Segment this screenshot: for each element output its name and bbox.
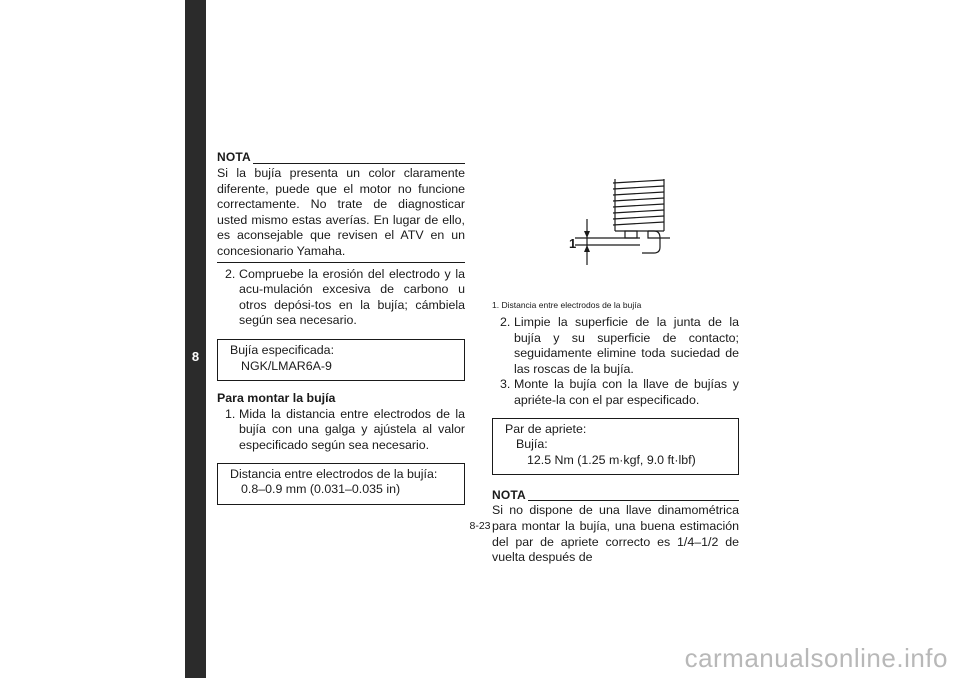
- left-column: [217, 152, 465, 505]
- nota-text: Si la bujía presenta un color claramente diferente, puede que el motor no funcione correctamente. No trate de diagnosticar usted mismo estas averías. En lugar de ello, es aconsejable que revisen el ATV en un concesionario Yamaha.: [217, 166, 465, 258]
- spec-value: NGK/LMAR6A-9: [241, 358, 332, 373]
- nota-label: NOTA: [217, 150, 251, 165]
- spec-label: Distancia entre electrodos de la bujía:: [230, 466, 438, 481]
- step-number: 2.: [225, 266, 236, 281]
- figure-caption: 1. Distancia entre electrodos de la bujía: [492, 300, 642, 310]
- chapter-number: 8: [191, 349, 200, 364]
- spec-label: Bujía especificada:: [230, 342, 335, 357]
- nota-text: Si no dispone de una llave dinamométrica para montar la bujía, una buena estimación del par de apriete correcto es 1/4–1/2 de vuelta después de: [492, 503, 739, 565]
- nota-header: [217, 152, 465, 166]
- nota-header: [492, 489, 739, 503]
- spec-value: 12.5 Nm (1.25 m·kgf, 9.0 ft·lbf): [527, 452, 696, 467]
- section-heading: Para montar la bujía: [217, 391, 336, 406]
- step-text: Compruebe la erosión del electrodo y la acu-mulación excesiva de carbono u otros depósi-tos en la bujía; cámbiela según sea necesario.: [239, 266, 465, 328]
- page-number: 8-23: [469, 520, 491, 532]
- spec-value: 0.8–0.9 mm (0.031–0.035 in): [241, 482, 401, 497]
- step-2: [217, 267, 465, 329]
- step-1: [217, 407, 465, 454]
- step-number: 1.: [225, 406, 236, 421]
- spec-box-electrode-gap: [217, 463, 465, 505]
- watermark: carmanualsonline.info: [684, 643, 948, 673]
- step-text: Limpie la superficie de la junta de la bujía y su superficie de contacto; seguidamente elimine toda suciedad de las roscas de la bujía.: [514, 315, 739, 376]
- figure-callout: 1: [569, 236, 577, 251]
- spec-label: Par de apriete:: [505, 421, 587, 436]
- step-number: 3.: [500, 377, 511, 392]
- step-2: [492, 315, 739, 377]
- nota-rule: [528, 500, 739, 501]
- spec-box-spark-plug: [217, 339, 465, 381]
- step-number: 2.: [500, 315, 511, 329]
- step-text: Mida la distancia entre electrodos de la bujía con una galga y ajústela al valor especificado según sea necesario.: [239, 406, 465, 452]
- spec-box-torque: [492, 418, 739, 476]
- nota-rule: [253, 163, 465, 164]
- step-text: Monte la bujía con la llave de bujías y apriéte-la con el par especificado.: [514, 377, 739, 407]
- chapter-tab: [185, 0, 206, 678]
- spec-sublabel: Bujía:: [516, 437, 548, 452]
- nota-label: NOTA: [492, 487, 526, 502]
- nota-end-rule: [217, 262, 465, 263]
- step-3: [492, 377, 739, 408]
- spark-plug-gap-illustration: [570, 175, 670, 265]
